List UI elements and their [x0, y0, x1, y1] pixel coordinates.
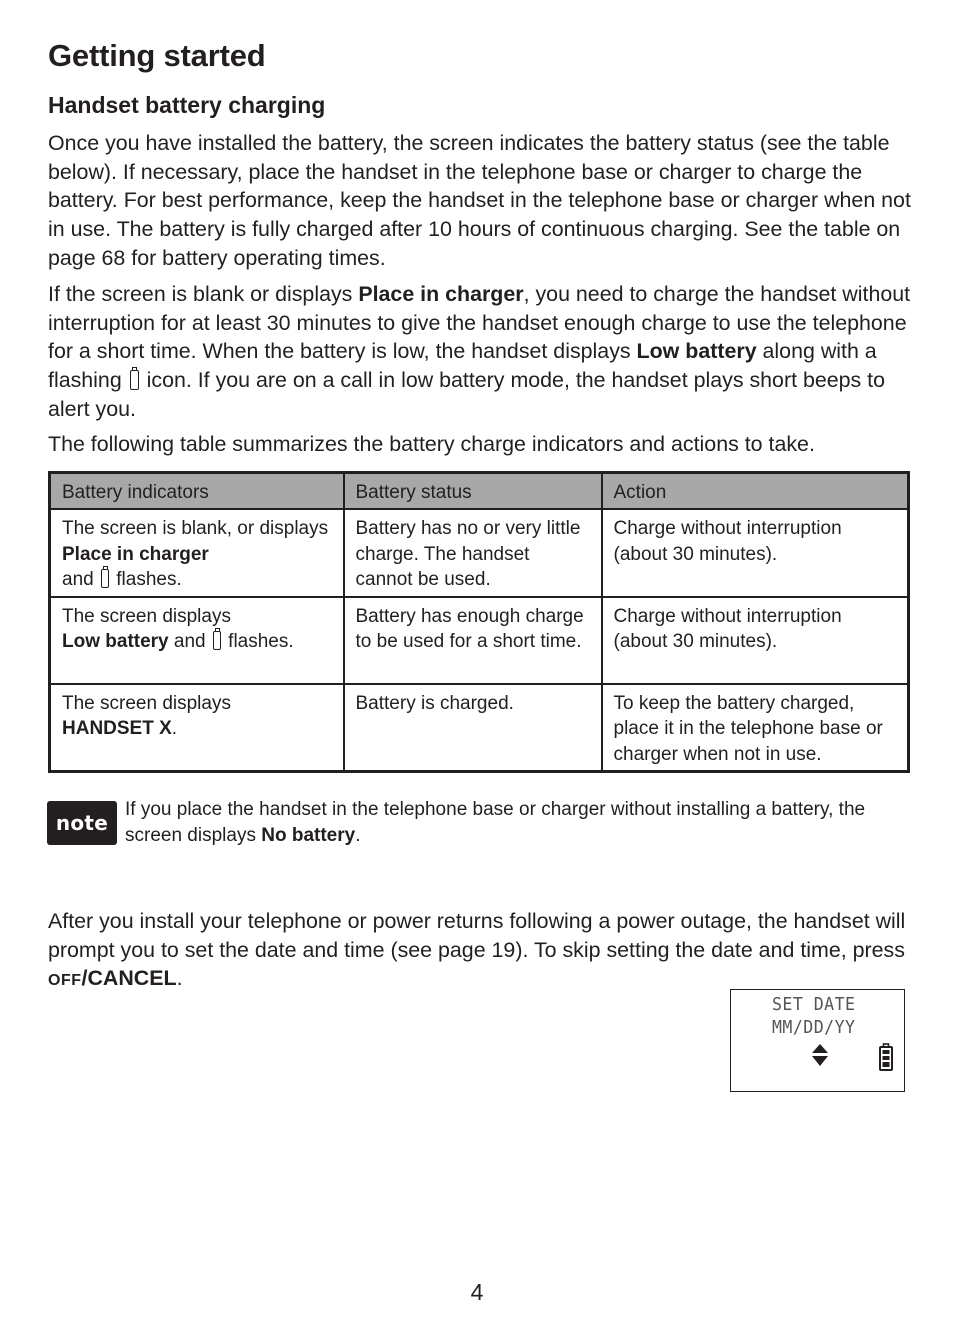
- intro-paragraph-1: Once you have installed the battery, the screen indicates the battery status (see the table below). If necessary, place the handset in the telephone base or charger to charge the battery. For best performance, keep the handset in the telephone base or charger when not in use. The battery is fully charged after 10 hours of continuous charging. See the table on page 68 for battery operating times.: [48, 131, 911, 270]
- lcd-line-2: MM/DD/YY: [772, 1017, 856, 1038]
- battery-empty-icon: [213, 631, 221, 650]
- indicator-cell: [50, 509, 344, 597]
- battery-empty-icon: [101, 569, 109, 588]
- off-key-label: OFF: [48, 972, 82, 990]
- datetime-paragraph: [48, 907, 918, 996]
- action-cell: Charge without interruption (about 30 minutes).: [602, 597, 909, 684]
- note-text-a: If you place the handset in the telephone base or charger without installing a battery, the screen displays: [125, 799, 866, 846]
- page-title: Getting started: [48, 38, 266, 73]
- indicator-cell: [50, 684, 344, 772]
- indicator-text: flashes.: [222, 631, 294, 652]
- indicator-text: flashes.: [110, 569, 182, 590]
- p2-text-e: along with a flashing: [48, 339, 877, 393]
- place-in-charger-term: Place in charger: [358, 282, 524, 306]
- note-text-c: .: [355, 825, 361, 846]
- cancel-key-label: /CANCEL: [81, 966, 177, 991]
- indicator-text: and: [168, 631, 211, 652]
- battery-full-icon: [879, 1043, 893, 1071]
- indicator-text: The screen displays: [62, 692, 231, 714]
- indicator-text: The screen displays: [62, 605, 231, 627]
- lcd-line-1: SET DATE: [772, 994, 856, 1015]
- header-action: Action: [602, 473, 909, 510]
- section-title: Handset battery charging: [48, 92, 326, 118]
- status-cell: Battery is charged.: [344, 684, 602, 772]
- status-cell: Battery has no or very little charge. The handset cannot be used.: [344, 509, 602, 597]
- indicator-text: The screen is blank, or displays: [62, 518, 329, 539]
- note-badge: note: [47, 801, 117, 845]
- datetime-text: After you install your telephone or power returns following a power outage, the handset will prompt you to set the date and time (see page 19). To skip setting the date and time, press: [48, 909, 906, 962]
- datetime-text-end: .: [176, 966, 183, 991]
- indicator-text: .: [171, 718, 178, 739]
- indicator-term: Low battery: [62, 631, 169, 652]
- table-row: [50, 597, 909, 684]
- header-battery-indicators: Battery indicators: [50, 473, 344, 510]
- action-cell: Charge without interruption (about 30 minutes).: [602, 509, 909, 597]
- handset-lcd-screen: [730, 989, 905, 1092]
- table-header-row: [50, 473, 909, 510]
- intro-paragraph-2: [48, 280, 918, 424]
- table-row: [50, 509, 909, 597]
- status-cell: Battery has enough charge to be used for a short time.: [344, 597, 602, 684]
- indicator-cell: [50, 597, 344, 684]
- low-battery-term: Low battery: [636, 339, 757, 364]
- intro-paragraph-3: The following table summarizes the battery charge indicators and actions to take.: [48, 432, 815, 456]
- p2-text-f: icon. If you are on a call in low battery mode, the handset plays short beeps to alert you.: [48, 368, 886, 421]
- action-cell: To keep the battery charged, place it in the telephone base or charger when not in use.: [602, 684, 909, 772]
- up-down-arrow-icon: [812, 1044, 828, 1066]
- table-row: [50, 684, 909, 772]
- battery-indicator-table: [48, 471, 910, 773]
- note-text: [125, 797, 905, 849]
- p2-text-a: If the screen is blank or displays: [48, 282, 359, 306]
- no-battery-term: No battery: [261, 825, 356, 846]
- header-battery-status: Battery status: [344, 473, 602, 510]
- battery-empty-icon: [130, 370, 139, 390]
- indicator-text: and: [62, 569, 99, 590]
- p2-text-c: , you need to charge the handset without interruption for at least 30 minutes to give the handset enough charge to use the telephone for a short time. When the battery is low, the handset displays: [48, 282, 911, 364]
- page-number: 4: [470, 1279, 484, 1305]
- indicator-term: HANDSET X: [62, 718, 172, 739]
- indicator-term: Place in charger: [62, 543, 209, 565]
